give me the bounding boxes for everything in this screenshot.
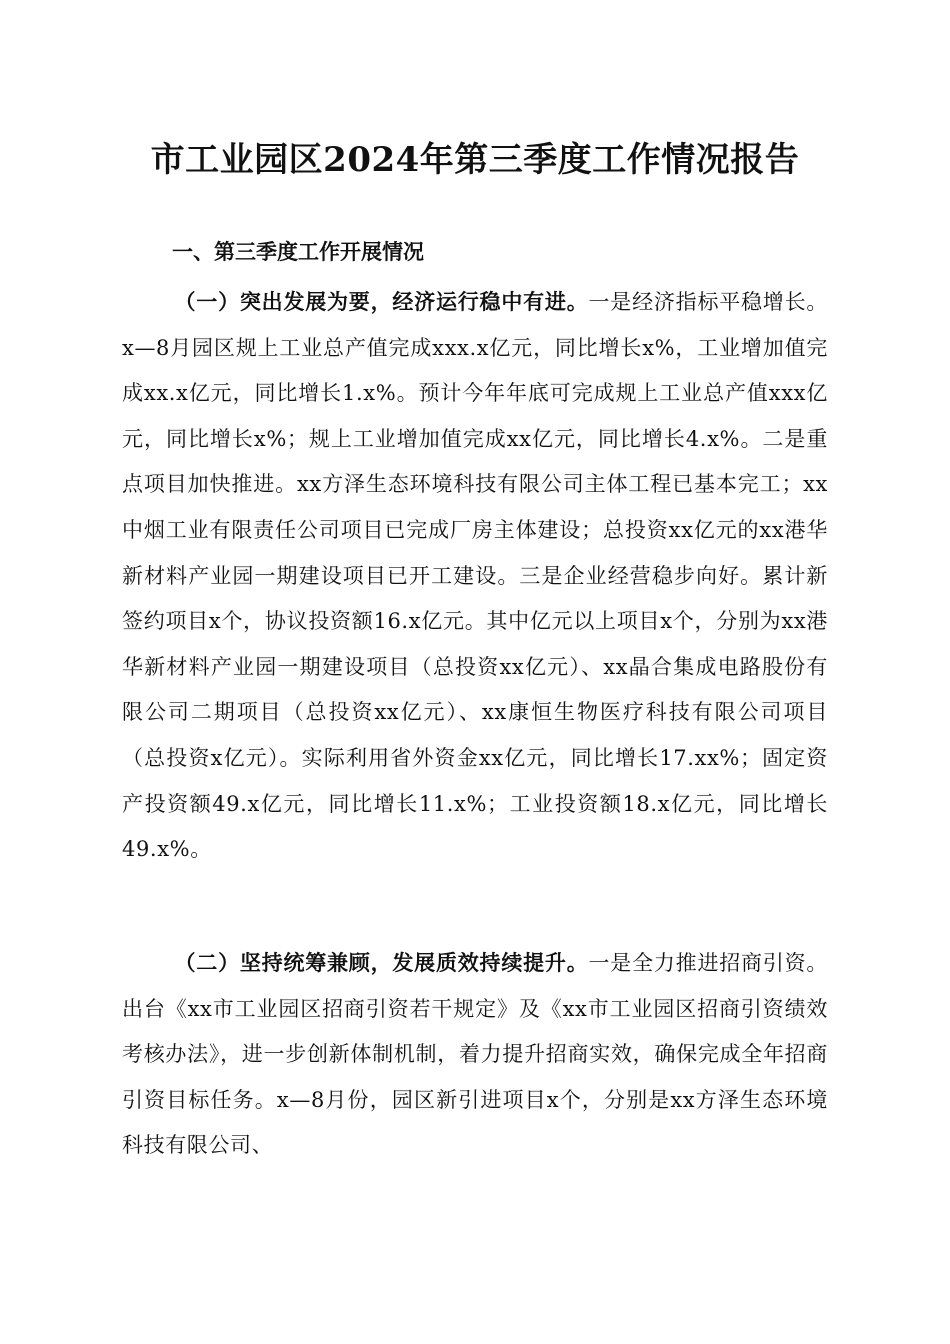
paragraph-body: 一是全力推进招商引资。出台《xx市工业园区招商引资若干规定》及《xx市工业园区招商引资绩效考核办法》，进一步创新体制机制，着力提升招商实效，确保完成全年招商引资目标任务。x—8月份，园区新引进项目x个，分别是xx方泽生态环境科技有限公司、 — [122, 951, 828, 1158]
paragraph-development-quality — [122, 940, 828, 1169]
paragraph-economic-operation — [122, 279, 828, 873]
paragraph-lead: （二）坚持统筹兼顾，发展质效持续提升。 — [174, 950, 589, 975]
document-title: 市工业园区2024年第三季度工作情况报告 — [150, 140, 800, 180]
paragraph-body: 一是经济指标平稳增长。x—8月园区规上工业总产值完成xxx.x亿元，同比增长x%，工业增加值完成xx.x亿元，同比增长1.x%。预计今年年底可完成规上工业总产值xxx亿元，同比增长x%；规上工业增加值完成xx亿元，同比增长4.x%。二是重点项目加快推进。xx方泽生态环境科技有限公司主体工程已基本完工；xx中烟工业有限责任公司项目已完成厂房主体建设；总投资xx亿元的xx港华新材料产业园一期建设项目已开工建设。三是企业经营稳步向好。累计新签约项目x个，协议投资额16.x亿元。其中亿元以上项目x个，分别为xx港华新材料产业园一期建设项目（总投资xx亿元）、xx晶合集成电路股份有限公司二期项目（总投资xx亿元）、xx康恒生物医疗科技有限公司项目（总投资x亿元）。实际利用省外资金xx亿元，同比增长17.xx%；固定资产投资额49.x亿元，同比增长11.x%；工业投资额18.x亿元，同比增长49.x%。 — [122, 290, 828, 862]
paragraph-lead: （一）突出发展为要，经济运行稳中有进。 — [174, 289, 589, 314]
section-heading: 一、第三季度工作开展情况 — [172, 240, 424, 264]
